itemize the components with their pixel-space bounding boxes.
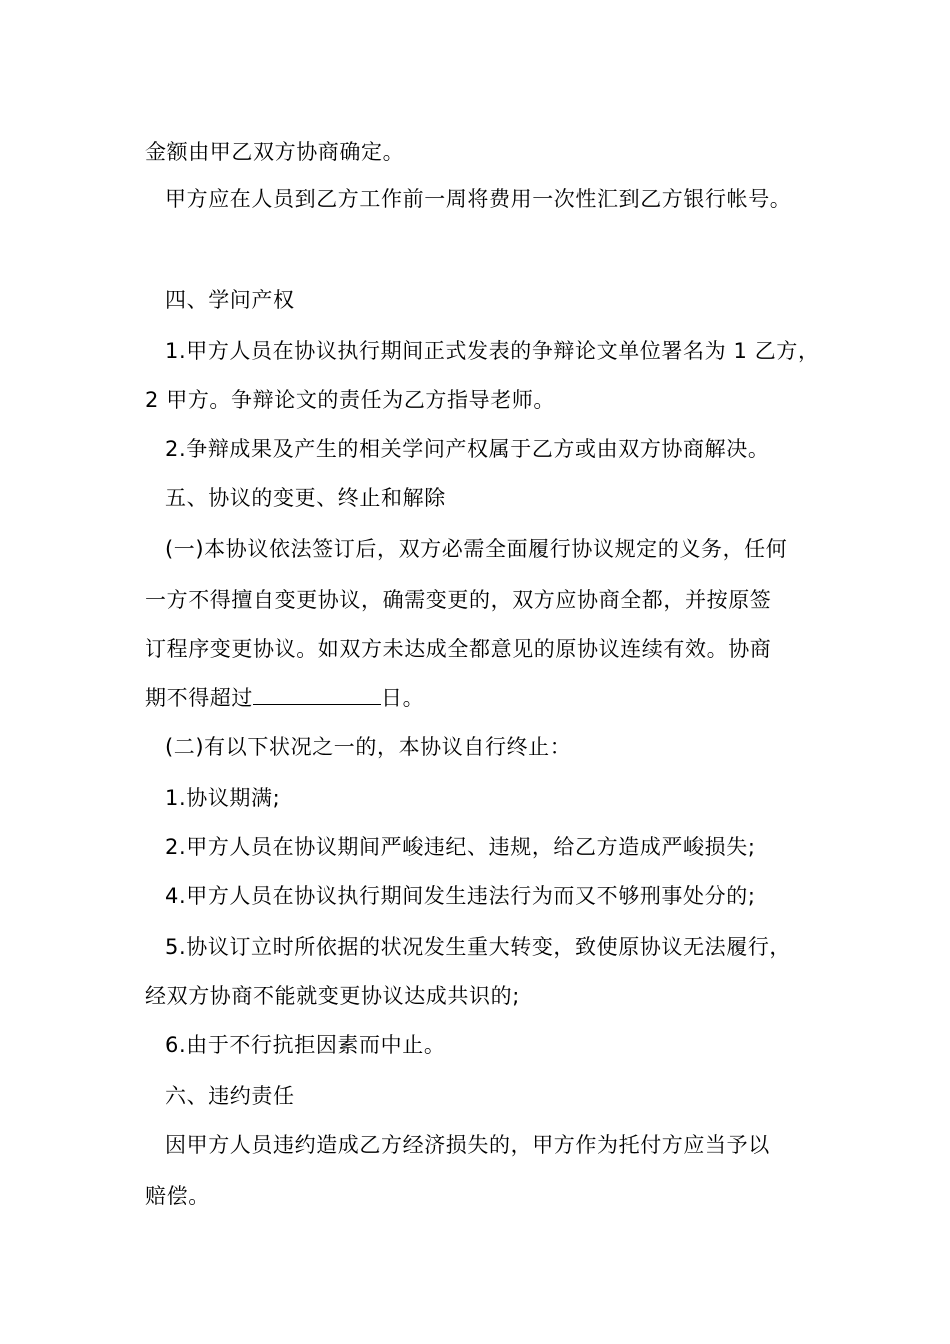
line-text: 期不得超过 [145, 686, 253, 710]
section-heading-5: 五、协议的变更、终止和解除 [165, 486, 446, 510]
paragraph-line: 2.争辩成果及产生的相关学问产权属于乙方或由双方协商解决。 [165, 437, 770, 461]
section-heading-4: 四、学问产权 [165, 288, 295, 312]
paragraph-line: 甲方应在人员到乙方工作前一周将费用一次性汇到乙方银行帐号。 [165, 187, 792, 211]
line-text: 日。 [381, 686, 425, 710]
paragraph-line: 经双方协商不能就变更协议达成共识的; [145, 984, 520, 1008]
paragraph-line: (二)有以下状况之一的，本协议自行终止： [165, 735, 572, 759]
paragraph-line: 一方不得擅自变更协议，确需变更的，双方应协商全都，并按原签 [145, 588, 772, 612]
list-item: 4.甲方人员在协议执行期间发生违法行为而又不够刑事处分的; [165, 884, 756, 908]
list-item: 5.协议订立时所依据的状况发生重大转变，致使原协议无法履行， [165, 935, 792, 959]
paragraph-line: 赔偿。 [145, 1184, 210, 1208]
list-item: 2.甲方人员在协议期间严峻违纪、违规，给乙方造成严峻损失; [165, 835, 756, 859]
list-item: 1.协议期满; [165, 786, 281, 810]
paragraph-line: 因甲方人员违约造成乙方经济损失的，甲方作为托付方应当予以 [165, 1133, 770, 1157]
list-item: 6.由于不行抗拒因素而中止。 [165, 1033, 446, 1057]
paragraph-line: 订程序变更协议。如双方未达成全都意见的原协议连续有效。协商 [145, 637, 772, 661]
paragraph-line [145, 683, 424, 713]
section-heading-6: 六、违约责任 [165, 1084, 295, 1108]
paragraph-line: 金额由甲乙双方协商确定。 [145, 140, 405, 164]
paragraph-line: (一)本协议依法签订后，双方必需全面履行协议规定的义务，任何 [165, 537, 788, 561]
fill-in-blank[interactable] [253, 684, 381, 705]
paragraph-line: 1.甲方人员在协议执行期间正式发表的争辩论文单位署名为 1 乙方， [165, 339, 820, 363]
paragraph-line: 2 甲方。争辩论文的责任为乙方指导老师。 [145, 388, 556, 412]
